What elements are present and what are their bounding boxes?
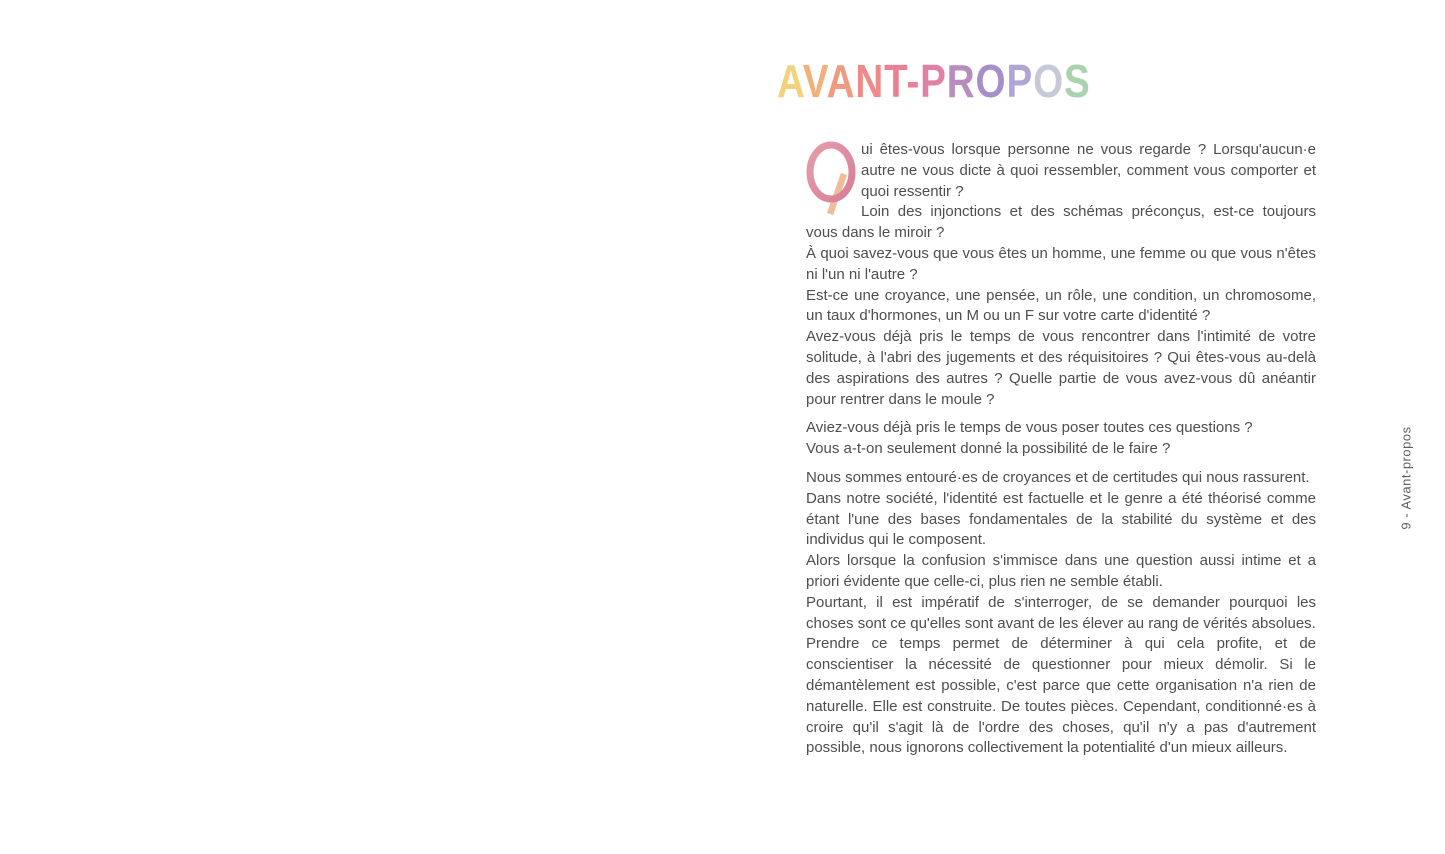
- text-line: Avez-vous déjà pris le temps de vous rencontrer dans l'intimité de votre solitude, à l'abri des jugements et des réquisitoires ? Qui êtes-vous au-delà des aspirations des autres ? Quelle partie de vous avez-vous dû anéantir pour rentrer dans le moule ?: [806, 328, 1316, 408]
- title-letter: T: [884, 55, 907, 107]
- text-line: ui êtes-vous lorsque personne ne vous regarde ? Lorsqu'aucun·e autre ne vous dicte à quoi ressembler, comment vous comporter et quoi ressentir ?: [861, 141, 1316, 200]
- paragraph-opening: [806, 140, 1316, 410]
- text-line: Est-ce une croyance, une pensée, un rôle, une condition, un chromosome, un taux d'hormones, un M ou un F sur votre carte d'identité ?: [806, 286, 1316, 325]
- title-letter: N: [855, 55, 885, 107]
- page-title: [777, 55, 1091, 107]
- title-letter: O: [1033, 55, 1064, 107]
- text-line: Nous sommes entouré·es de croyances et de certitudes qui nous rassurent.: [806, 468, 1310, 486]
- paragraph-society: [806, 468, 1316, 759]
- title-letter: A: [777, 55, 803, 107]
- dropcap-q-glyph: [806, 141, 858, 217]
- title-letter: P: [1006, 55, 1034, 107]
- dropcap-letter-q: [806, 140, 861, 203]
- text-line: Prendre ce temps permet de déterminer à qui cela profite, et de conscientiser la nécessité de questionner pour mieux démolir. Si le démantèlement est possible, c'est parce que cette organisation n'a rien de naturelle. Elle est construite. De toutes pièces. Cependant, conditionné·es à croire qu'il s'agit là de l'ordre des choses, qu'il n'y a pas d'autrement possible, nous ignorons collectivement la potentialité d'un mieux ailleurs.: [806, 635, 1316, 757]
- title-letter: V: [802, 55, 827, 107]
- text-line: Vous a-t-on seulement donné la possibilité de le faire ?: [806, 440, 1171, 458]
- title-letter: S: [1063, 55, 1091, 107]
- title-letter: R: [946, 55, 976, 107]
- paragraph-questions: [806, 418, 1316, 460]
- title-letter: -: [906, 55, 921, 107]
- title-letter: A: [826, 55, 856, 107]
- title-letter: O: [975, 55, 1007, 107]
- text-line: À quoi savez-vous que vous êtes un homme, une femme ou que vous n'êtes ni l'un ni l'autre ?: [806, 244, 1316, 283]
- foreword-text: [806, 140, 1316, 759]
- text-line: Aviez-vous déjà pris le temps de vous poser toutes ces questions ?: [806, 419, 1253, 437]
- text-line: Dans notre société, l'identité est factuelle et le genre a été théorisé comme étant l'une des bases fondamentales de la stabilité du système et des individus qui le composent.: [806, 489, 1316, 549]
- title-letter: P: [920, 55, 947, 107]
- text-line: Alors lorsque la confusion s'immisce dans une question aussi intime et a priori évidente que celle-ci, plus rien ne semble établi.: [806, 552, 1316, 590]
- text-line: Pourtant, il est impératif de s'interroger, de se demander pourquoi les choses sont ce qu'elles sont avant de les élever au rang de vérités absolues.: [806, 593, 1316, 632]
- text-line: Loin des injonctions et des schémas préconçus, est-ce toujours vous dans le miroir ?: [806, 203, 1316, 242]
- paragraph-opening-lines: [806, 202, 1316, 410]
- page-marker: 9 - Avant-propos: [1398, 426, 1414, 530]
